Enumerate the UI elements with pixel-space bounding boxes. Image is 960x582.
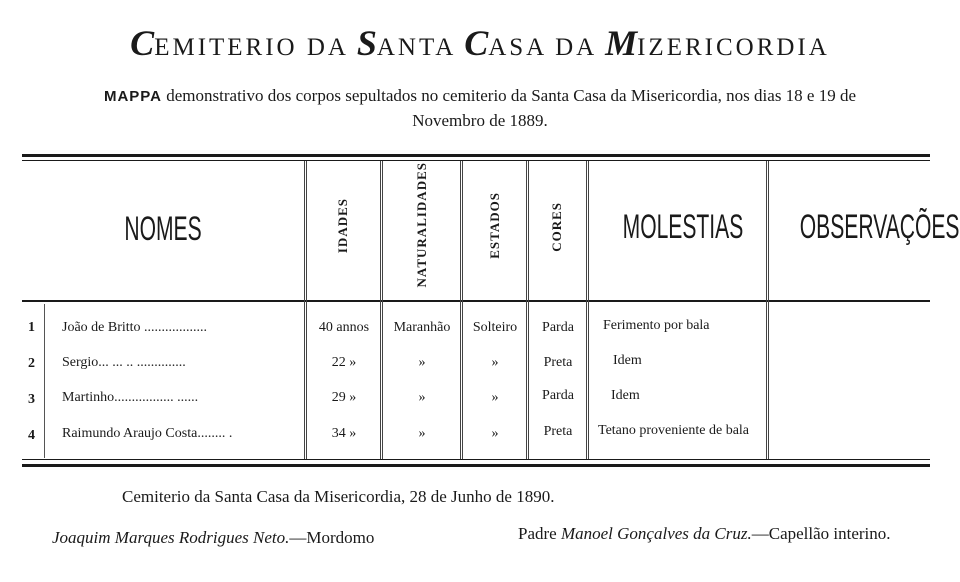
header-cores: CORES — [549, 202, 564, 252]
header-observacoes: OBSERVAÇÕES — [799, 208, 960, 246]
cell-idade: 22 » — [331, 355, 357, 370]
row-number: 3 — [28, 392, 35, 407]
col-sep-num — [44, 304, 45, 458]
row-number: 2 — [28, 356, 35, 371]
cell-estado: Solteiro — [472, 320, 518, 335]
cell-idade: 34 » — [331, 426, 357, 441]
cell-nome: Martinho................. ...... — [62, 390, 199, 405]
cell-cor: Preta — [543, 355, 573, 370]
col-sep-nomes — [304, 161, 307, 459]
col-sep-idades — [380, 161, 383, 459]
cell-naturalidade: » — [418, 390, 426, 405]
signer2-title: Padre — [518, 524, 561, 543]
header-bottom-rule — [22, 300, 930, 302]
cell-idade: 40 annos — [318, 320, 370, 335]
document-title — [0, 22, 960, 64]
cell-cor: Parda — [542, 320, 574, 335]
cell-molestia: Tetano proveniente de bala — [598, 423, 750, 438]
col-sep-cores — [586, 161, 589, 459]
subtitle-line2: Novembro de 1889. — [412, 111, 548, 130]
header-naturalidades: NATURALIDADES — [414, 162, 429, 288]
cell-idade: 29 » — [331, 390, 357, 405]
col-sep-estados — [526, 161, 529, 459]
title-word: MIZERICORDIA — [605, 23, 830, 63]
header-nomes: NOMES — [124, 210, 202, 248]
table-bottom-rule — [22, 464, 930, 467]
cell-naturalidade: » — [418, 355, 426, 370]
cell-estado: » — [491, 355, 499, 370]
signer2-name: Manoel Gonçalves da Cruz. — [560, 524, 752, 543]
cell-nome: João de Britto .................. — [62, 320, 208, 335]
footer-signature-capellao — [518, 524, 891, 544]
title-word: SANTA — [356, 23, 455, 63]
cell-nome: Sergio... ... .. .............. — [62, 355, 186, 370]
table-bottom-rule-thin — [22, 459, 930, 460]
subtitle-lead: MAPPA — [103, 88, 163, 105]
title-word: DA — [555, 34, 596, 61]
document-subtitle — [60, 84, 900, 133]
footer-place-date: Cemiterio da Santa Casa da Misericordia, 28 de Junho de 1890. — [122, 487, 555, 506]
cell-molestia: Ferimento por bala — [603, 318, 710, 333]
table-top-rule-thin — [22, 160, 930, 161]
table-top-rule — [22, 154, 930, 157]
signer1-role: —Mordomo — [289, 528, 375, 547]
row-number: 1 — [28, 320, 35, 335]
col-sep-naturalidades — [460, 161, 463, 459]
cell-estado: » — [491, 390, 499, 405]
cell-molestia: Idem — [613, 353, 642, 368]
cell-nome: Raimundo Araujo Costa........ . — [62, 426, 233, 441]
footer-signature-mordomo — [52, 528, 374, 548]
title-word: DA — [306, 34, 348, 61]
header-estados: ESTADOS — [487, 192, 502, 259]
signer1-name: Joaquim Marques Rodrigues Neto. — [52, 528, 290, 547]
cell-molestia: Idem — [611, 388, 640, 403]
header-molestias: MOLESTIAS — [622, 208, 744, 246]
header-idades: IDADES — [335, 198, 350, 254]
signer2-role: —Capellão interino. — [751, 524, 891, 543]
cell-naturalidade: » — [418, 426, 426, 441]
subtitle-line1: demonstrativo dos corpos sepultados no cemiterio da Santa Casa da Misericordia, nos dias 18 e 19 de — [166, 86, 857, 105]
cell-estado: » — [491, 426, 499, 441]
col-sep-molestias — [766, 161, 769, 459]
cell-cor: Parda — [542, 388, 574, 403]
title-word: CEMITERIO — [130, 23, 298, 63]
row-number: 4 — [28, 428, 35, 443]
cell-naturalidade: Maranhão — [393, 320, 451, 335]
cell-cor: Preta — [543, 424, 573, 439]
title-word: CASA — [464, 23, 546, 63]
